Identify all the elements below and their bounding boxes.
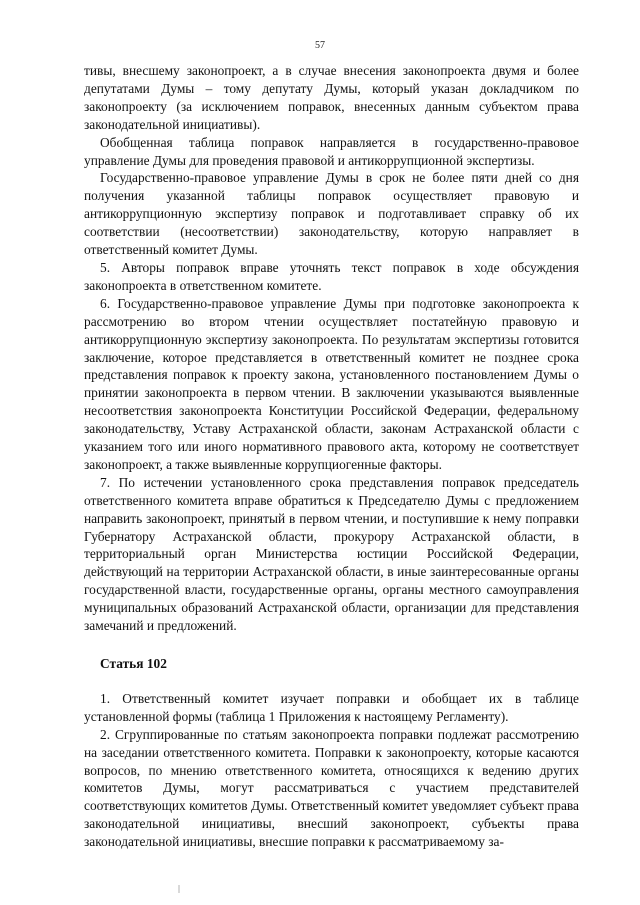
paragraph: Государственно-правовое управление Думы в срок не более пяти дней со дня получения указанной таблицы поправок осуществляет правовую и антикоррупционную экспертизу поправок и подготавливает справку об их соответствии (несоответствии) законодательству, которую направляет в ответственный комитет Думы.	[84, 170, 579, 258]
page-number: 57	[315, 40, 325, 51]
paragraph: тивы, внесшему законопроект, а в случае внесения законопроекта двумя и более депутатами Думы – тому депутату Думы, который указан докладчиком по законопроекту (за исключением поправок, внесенных данным субъектом права законодательной инициативы).	[84, 63, 579, 132]
document-body	[84, 62, 579, 851]
paragraphs-before-article	[84, 62, 579, 635]
paragraphs-after-article	[84, 690, 579, 851]
paragraph: 6. Государственно-правовое управление Думы при подготовке законопроекта к рассмотрению во втором чтении осуществляет постатейную правовую и антикоррупционную экспертизу законопроекта. По результатам экспертизы готовится заключение, которое представляется в ответственный комитет не позднее срока представления поправок к проекту закона, установленного постановлением Думы о принятии законопроекта в первом чтении. В заключении указываются выявленные несоответствия законопроекта Конституции Российской Федерации, федеральному законодательству, Уставу Астраханской области, законам Астраханской области с указанием того или иного нормативного правового акта, которому не соответствует законопроект, а также выявленные коррупциогенные факторы.	[84, 295, 579, 472]
paragraph: 7. По истечении установленного срока представления поправок председатель ответственного комитета вправе обратиться к Председателю Думы с предложением направить законопроект, принятый в первом чтении, и поступившие к нему поправки Губернатору Астраханской области, прокурору Астраханской области, в территориальный орган Министерства юстиции Российской Федерации, действующий на территории Астраханской области, в иные заинтересованные органы государственной власти, государственные органы, органы местного самоуправления муниципальных образований Астраханской области, организации для представления замечаний и предложений.	[84, 474, 579, 634]
scan-artifact	[178, 885, 180, 893]
article-heading: Статья 102	[100, 656, 167, 671]
paragraph: 5. Авторы поправок вправе уточнять текст поправок в ходе обсуждения законопроекта в ответственном комитете.	[84, 259, 579, 293]
paragraph: Обобщенная таблица поправок направляется в государственно-правовое управление Думы для проведения правовой и антикоррупционной экспертизы.	[84, 134, 579, 168]
paragraph: 1. Ответственный комитет изучает поправки и обобщает их в таблице установленной формы (таблица 1 Приложения к настоящему Регламенту).	[84, 690, 579, 724]
paragraph: 2. Сгруппированные по статьям законопроекта поправки подлежат рассмотрению на заседании ответственного комитета. Поправки к законопроекту, которые касаются вопросов, по мнению ответственного комитета, относящихся к ведению других комитетов Думы, могут рассматриваться с участием представителей соответствующих комитетов Думы. Ответственный комитет уведомляет субъект права законодательной инициативы, внесший законопроект, субъекты права законодательной инициативы, внесшие поправки к рассматриваемому за-	[84, 726, 579, 850]
